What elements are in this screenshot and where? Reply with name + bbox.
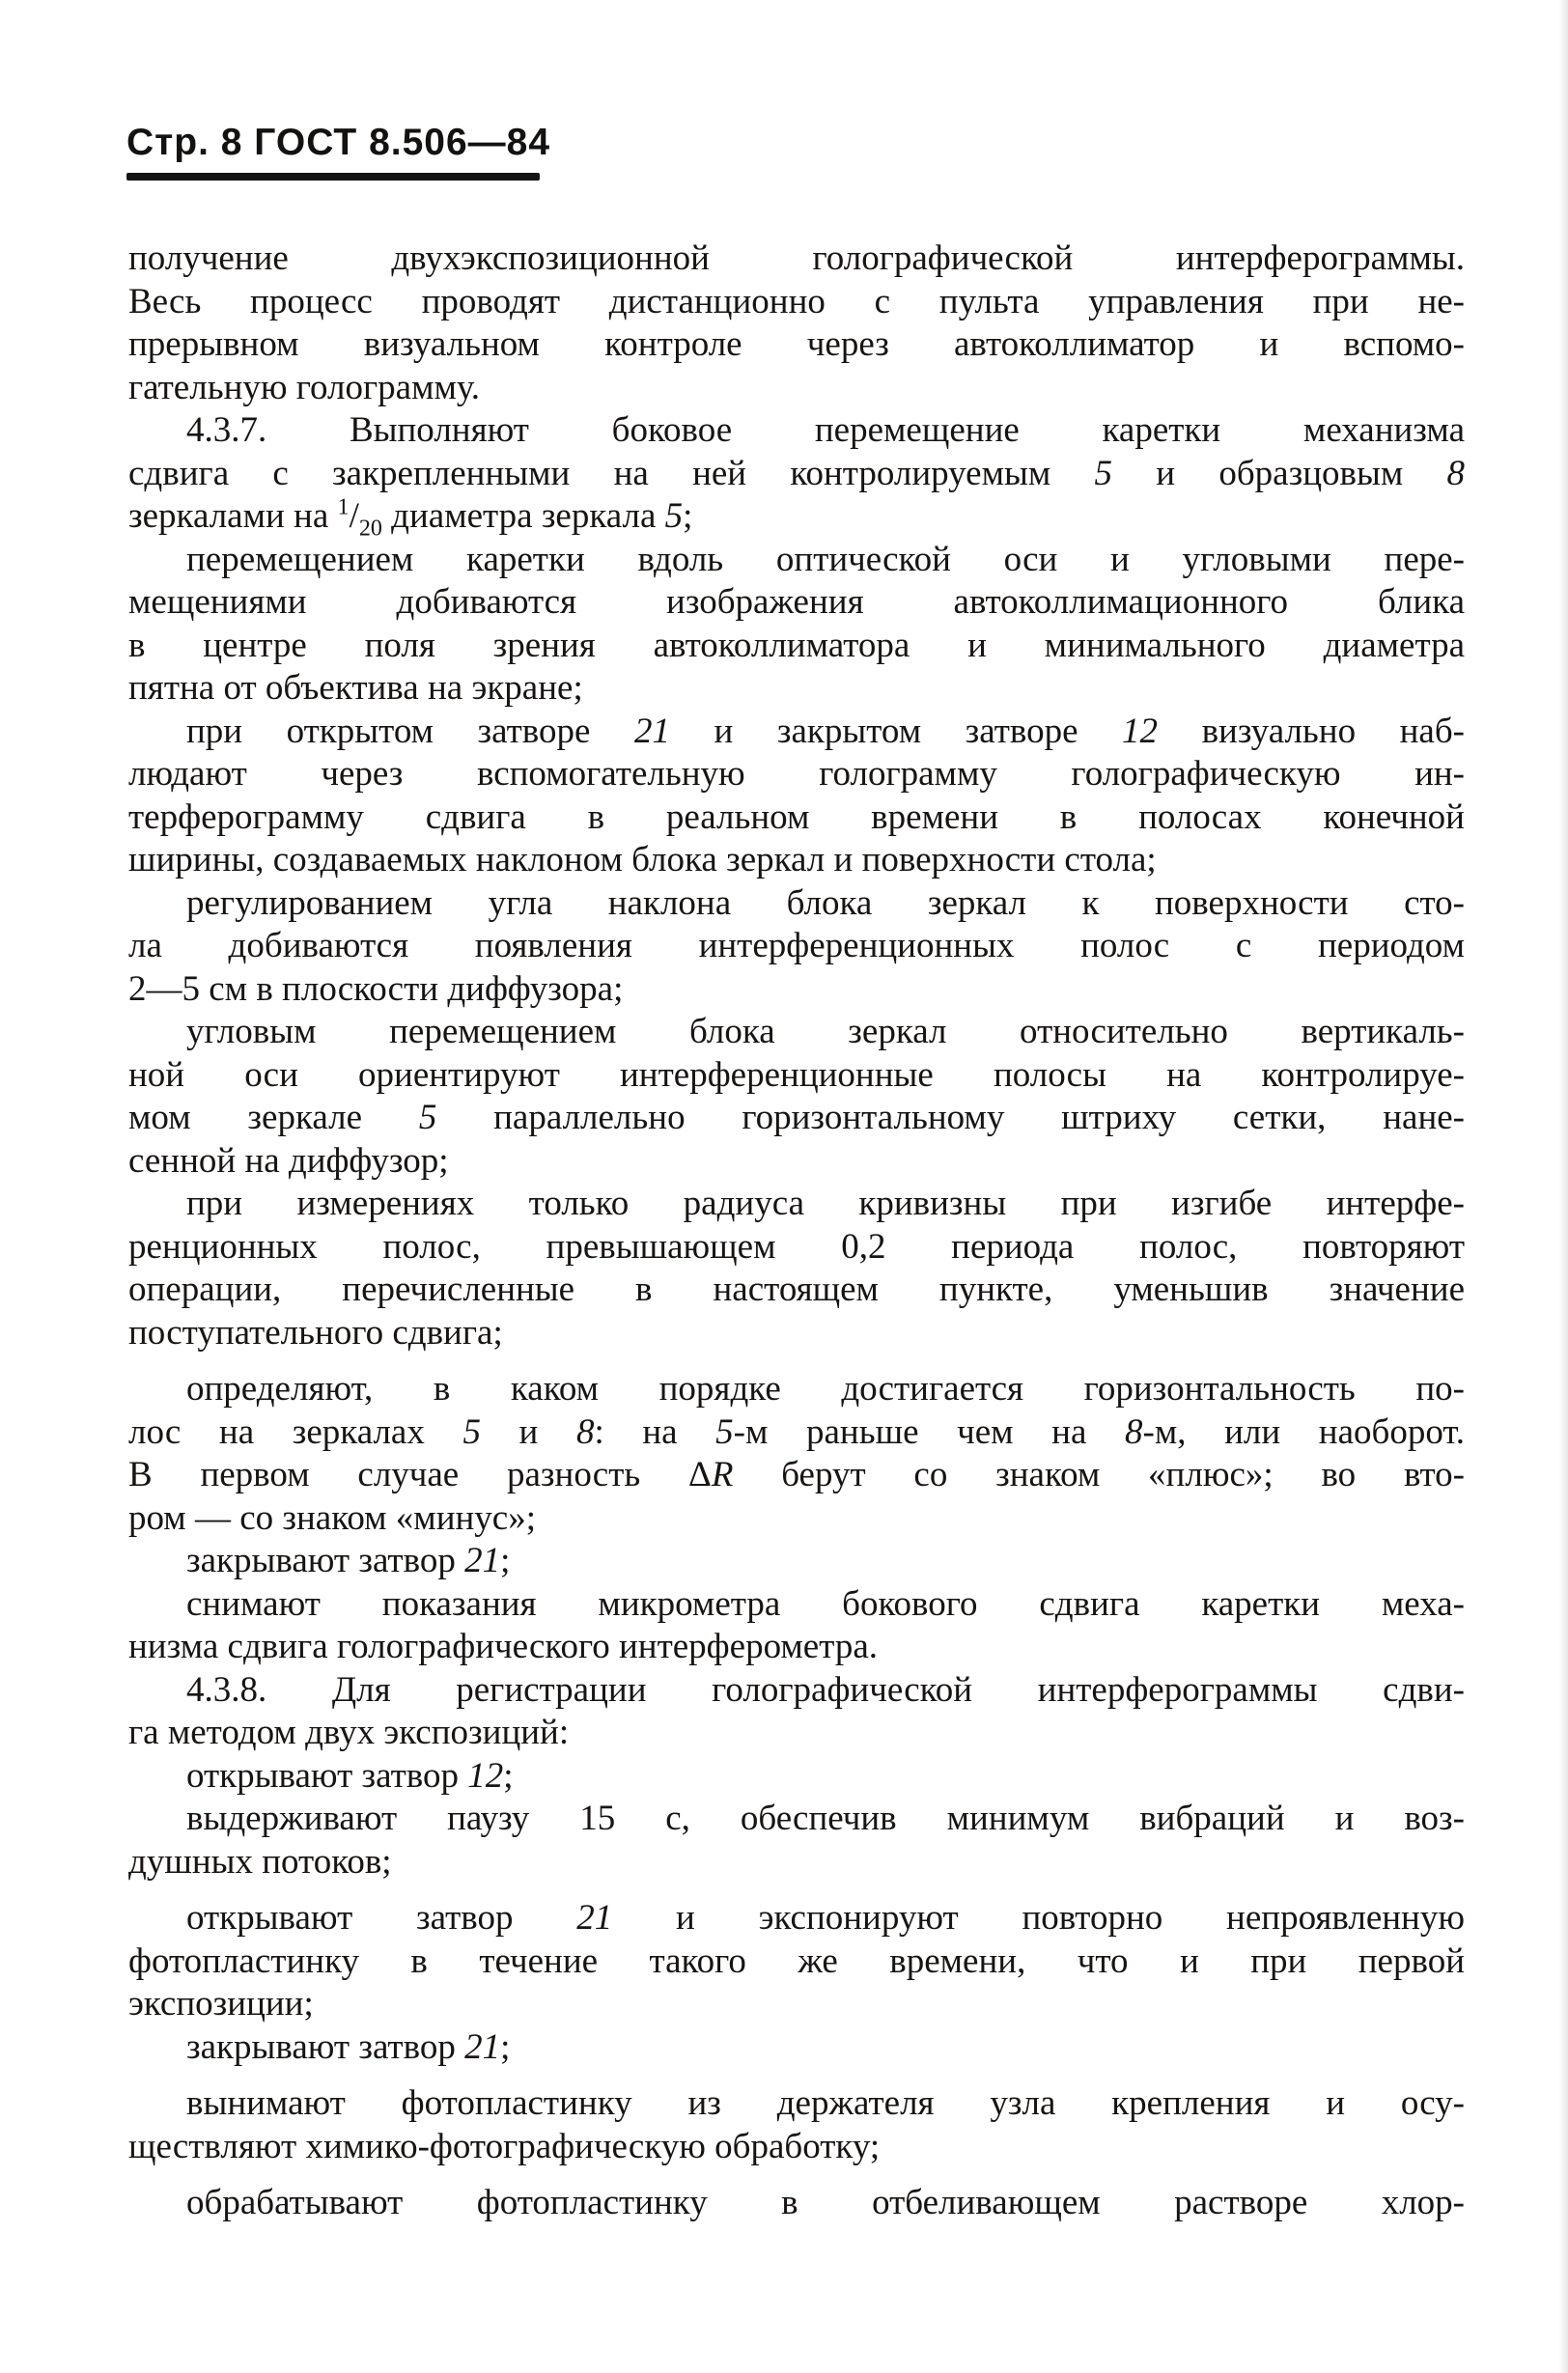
text-line: ществляют химико-фотографическую обработку; [128,2126,881,2166]
text-line: фотопластинку в течение такого же времени, что и при первой [128,1940,1465,1981]
paragraph [128,1368,1465,1540]
text-line: снимают показания микрометра бокового сдвига каретки меха- [186,1583,1465,1624]
paragraph [128,237,1465,409]
text-line: закрывают затвор 21; [186,2026,511,2067]
text-line: гательную голограмму. [128,367,480,407]
text-block [128,237,1465,2225]
text-line: закрывают затвор 21; [186,1541,511,1580]
paragraph [128,2026,1465,2070]
text-line: открывают затвор 21 и экспонируют повторно непроявленную [186,1898,1465,1938]
text-line: 4.3.7. Выполняют боковое перемещение каретки механизма [186,410,1465,450]
text-line: 2—5 см в плоскости диффузора; [128,968,624,1009]
text-line: ла добиваются появления интерференционных полос с периодом [128,926,1465,965]
paragraph [128,2182,1465,2225]
text-line: прерывном визуальном контроле через автоколлиматор и вспомо- [128,324,1465,364]
text-line: мом зеркале 5 параллельно горизонтальному штриху сетки, нане- [128,1098,1465,1137]
text-line: в центре поля зрения автоколлиматора и минимального диаметра [128,625,1465,665]
text-line: определяют, в каком порядке достигается горизонтальность по- [186,1369,1465,1409]
text-line: га методом двух экспозиций: [128,1713,570,1752]
paragraph [128,1011,1465,1183]
paragraph [128,2082,1465,2168]
text-line: сенной на диффузор; [128,1140,449,1181]
paragraph [128,1583,1465,1669]
paragraph [128,409,1465,542]
text-line: открывают затвор 12; [186,1755,514,1796]
text-line: терферограмму сдвига в реальном времени в полосах конечной [128,796,1465,837]
text-line: обрабатывают фотопластинку в отбеливающем растворе хлор- [186,2183,1465,2222]
paragraph [128,1540,1465,1583]
text-line: В первом случае разность ΔR берут со знаком «плюс»; во вто- [128,1455,1465,1494]
page-header [126,122,550,164]
text-line: мещениями добиваются изображения автоколлимационного блика [128,582,1465,622]
text-line: ной оси ориентируют интерференционные полосы на контролируе- [128,1054,1465,1095]
text-line: поступательного сдвига; [128,1312,503,1353]
text-line: 4.3.8. Для регистрации голографической интерферограммы сдви- [186,1669,1465,1710]
text-line: сдвига с закрепленными на ней контролируемым 5 и образцовым 8 [128,453,1465,493]
text-line: зеркалами на $^1/_{20}$ диаметра зеркала 5; [128,494,693,542]
paragraph [128,1669,1465,1755]
paragraph [128,1798,1465,1884]
text-line: лос на зеркалах 5 и 8: на 5-м раньше чем на 8-м, или наоборот. [128,1411,1465,1452]
text-line: низма сдвига голографического интерферометра. [128,1627,878,1666]
text-line: перемещением каретки вдоль оптической оси и угловыми пере- [186,539,1465,579]
text-line: вынимают фотопластинку из держателя узла крепления и осу- [186,2083,1465,2123]
text-line: ренционных полос, превышающем 0,2 периода полос, повторяют [128,1226,1465,1267]
scan-edge-shadow [1558,0,1568,2373]
text-line: при открытом затворе 21 и закрытом затворе 12 визуально наб- [186,711,1465,751]
text-line: при измерениях только радиуса кривизны при изгибе интерфе- [186,1184,1465,1223]
text-line: пятна от объектива на экране; [128,668,583,708]
text-line: выдерживают паузу 15 с, обеспечив минимум вибраций и воз- [186,1799,1465,1838]
paragraph [128,1897,1465,2026]
text-line: Весь процесс проводят дистанционно с пульта управления при не- [128,281,1465,321]
paragraph [128,882,1465,1012]
paragraph [128,1183,1465,1354]
text-line: ширины, создаваемых наклоном блока зеркал и поверхности стола; [128,840,1157,879]
paragraph [128,1755,1465,1799]
header-rule [126,173,540,181]
text-line: получение двухэкспозиционной голографической интерферограммы. [128,238,1465,278]
text-line: ром — со знаком «минус»; [128,1497,536,1538]
text-line: душных потоков; [128,1841,392,1882]
text-line: экспозиции; [128,1984,314,2024]
text-line: людают через вспомогательную голограмму голографическую ин- [128,754,1465,794]
paragraph [128,711,1465,882]
text-line: угловым перемещением блока зеркал относительно вертикаль- [186,1012,1465,1051]
text-line: регулированием угла наклона блока зеркал к поверхности сто- [186,882,1465,923]
paragraph [128,539,1465,711]
text-line: операции, перечисленные в настоящем пункте, уменьшив значение [128,1270,1465,1309]
page-header-title: Стр. 8 ГОСТ 8.506—84 [126,122,551,163]
